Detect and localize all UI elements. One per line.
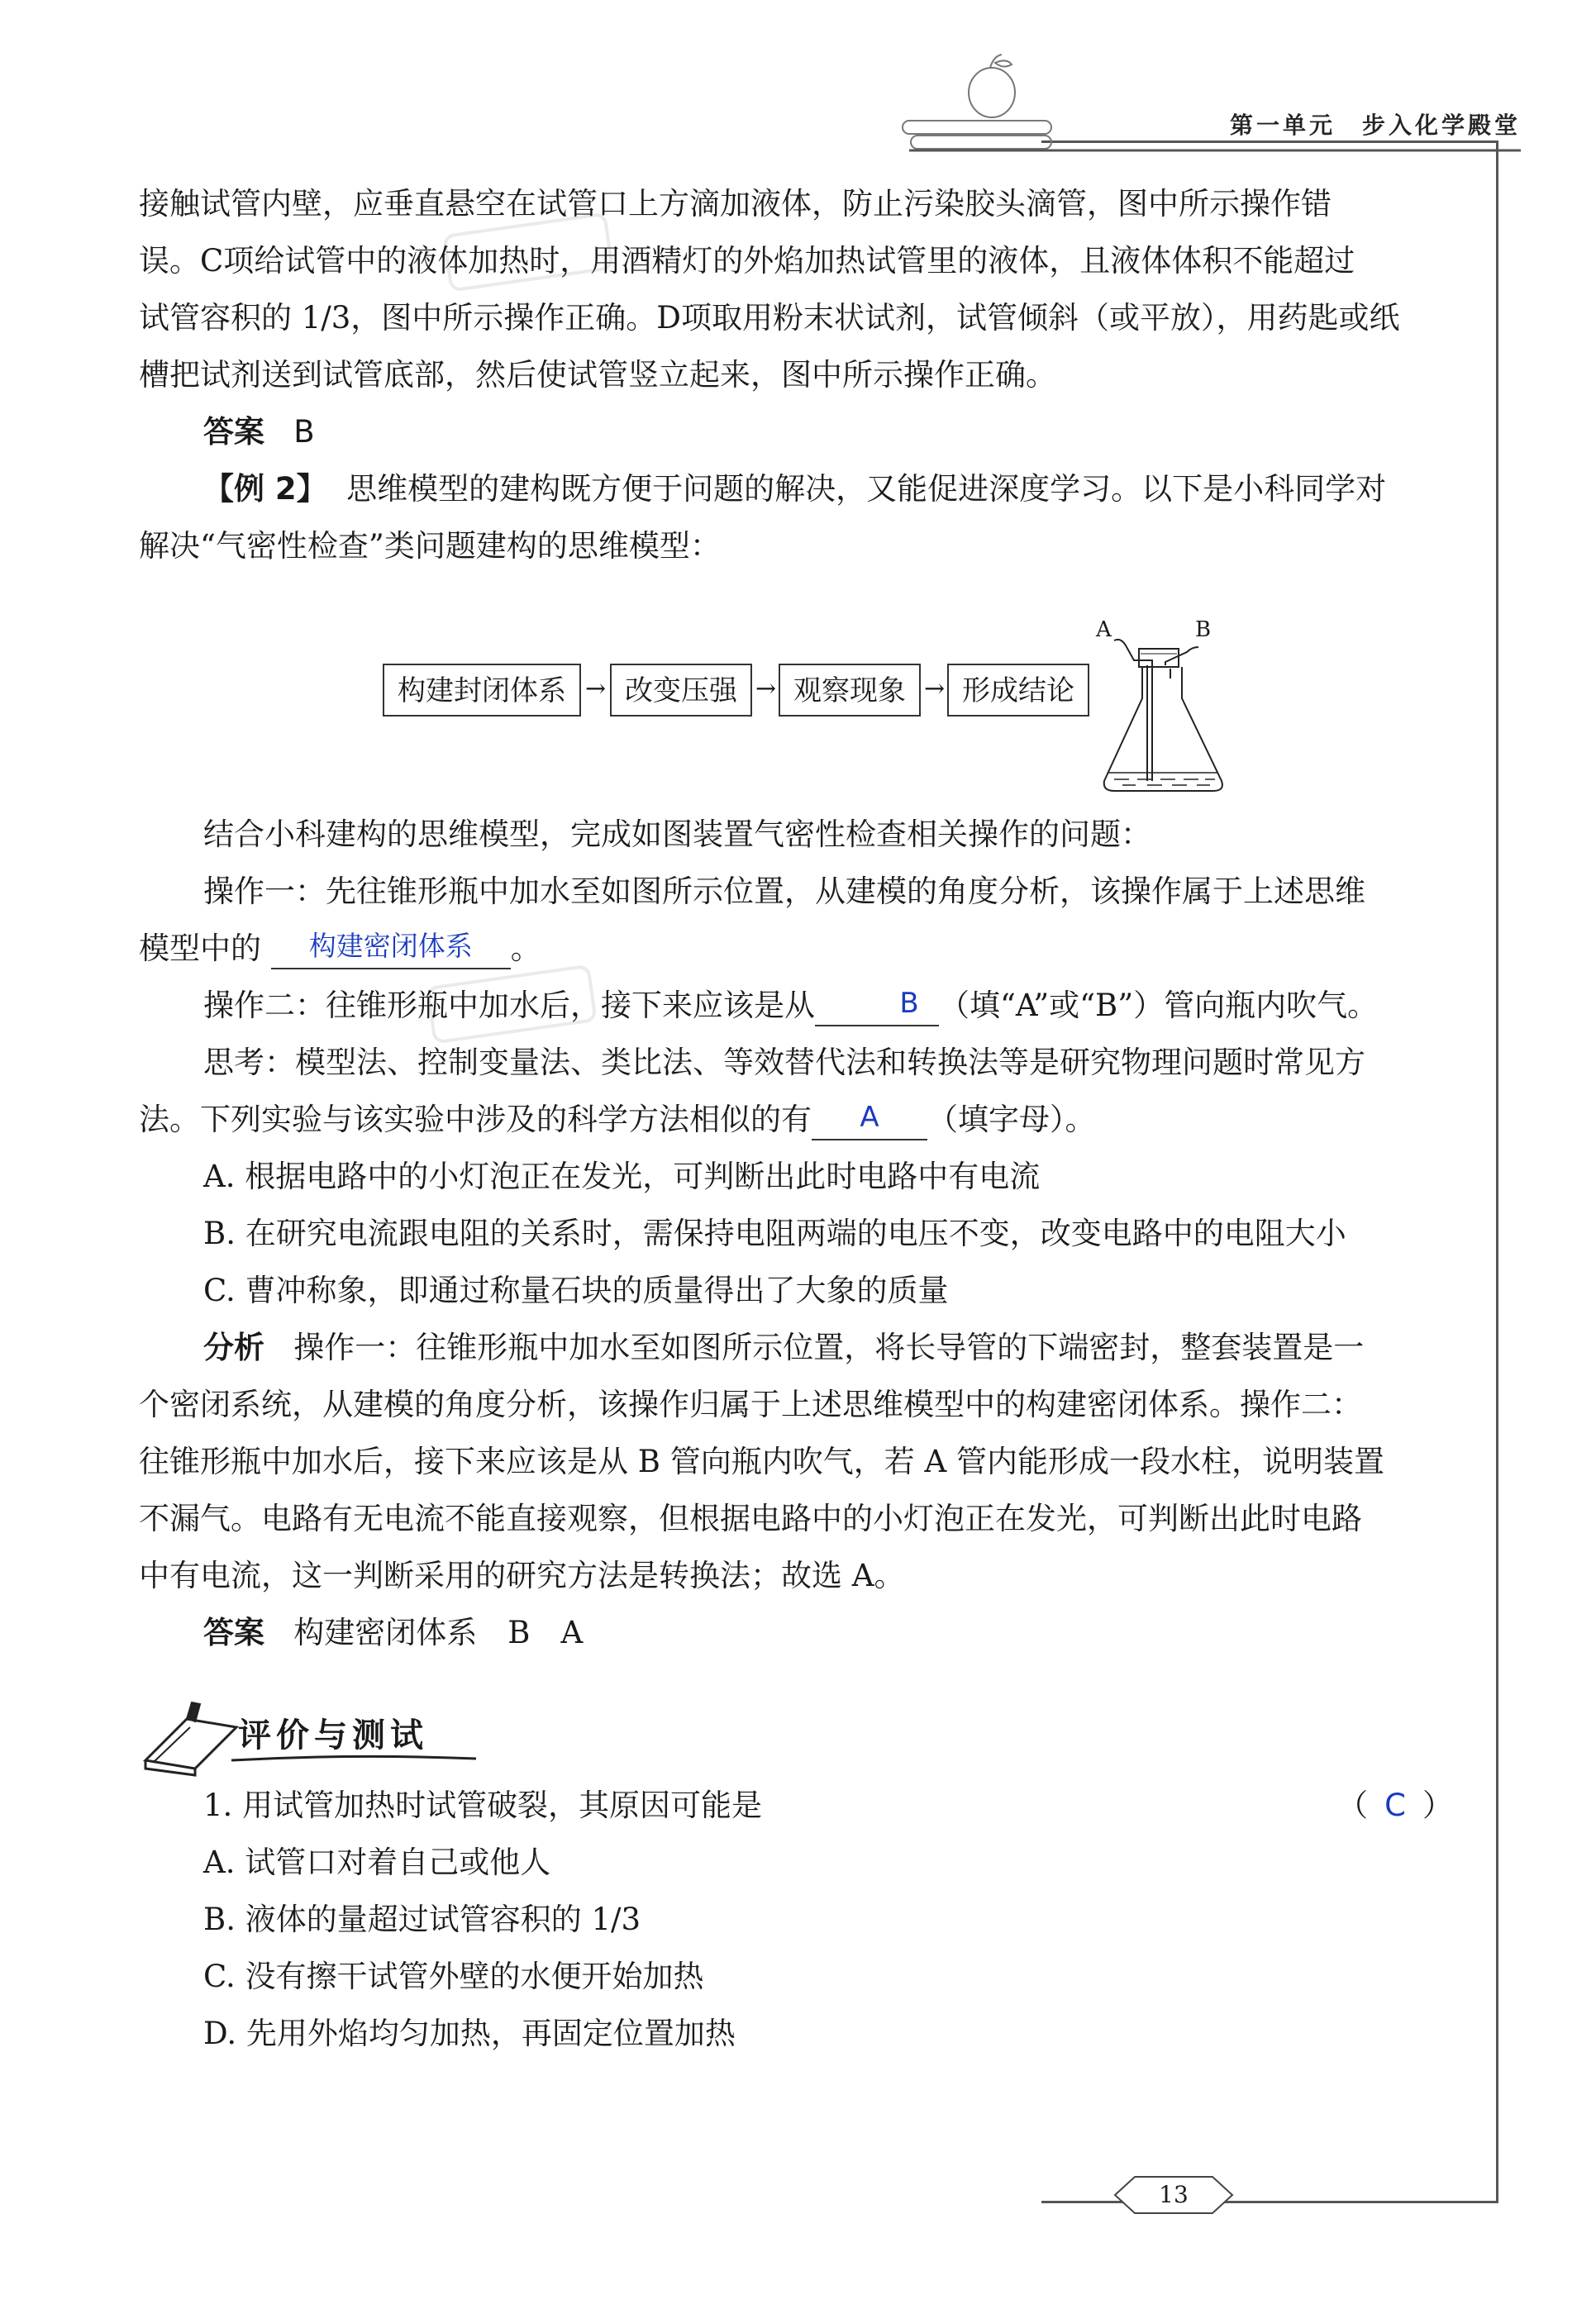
section-header: [139, 1686, 1453, 1777]
fill-line: [139, 920, 1453, 977]
flow-step: 构建封闭体系: [383, 664, 581, 717]
answer-label: 答案: [203, 1615, 264, 1650]
text-line: 操作一：先往锥形瓶中加水至如图所示位置，从建模的角度分析，该操作属于上述思维: [203, 874, 1365, 909]
text-line: 个密闭系统，从建模的角度分析，该操作归属于上述思维模型中的构建密闭体系。操作二：: [139, 1387, 1362, 1422]
text-line: 往锥形瓶中加水后，接下来应该是从 B 管向瓶内吹气，若 A 管内能形成一段水柱，说明装置: [139, 1444, 1384, 1479]
example-line: [139, 460, 1453, 517]
answer-blank: B: [815, 982, 939, 1026]
choice-answer: C: [1384, 1788, 1406, 1823]
conical-flask-diagram: [1089, 616, 1238, 798]
text-line: 接触试管内壁，应垂直悬空在试管口上方滴加液体，防止污染胶头滴管，图中所示操作错: [139, 186, 1332, 221]
text-segment: （填字母）。: [927, 1102, 1096, 1137]
fill-line: [139, 977, 1453, 1034]
option-line: B. 在研究电流跟电阻的关系时，需保持电阻两端的电压不变，改变电路中的电阻大小: [203, 1216, 1346, 1251]
flask-icon: [1089, 616, 1238, 798]
option-line: A. 根据电路中的小灯泡正在发光，可判断出此时电路中有电流: [203, 1159, 1041, 1194]
text-line: 思考：模型法、控制变量法、类比法、等效替代法和转换法等是研究物理问题时常见方: [203, 1045, 1365, 1080]
paren-open: （: [1337, 1788, 1369, 1823]
flow-step: 改变压强: [610, 664, 752, 717]
text-line: 误。C项给试管中的液体加热时，用酒精灯的外焰加热试管里的液体，且液体体积不能超过: [139, 243, 1355, 279]
text-line: 不漏气。电路有无电流不能直接观察，但根据电路中的小灯泡正在发光，可判断出此时电路: [139, 1501, 1362, 1536]
text-line: 试管容积的 1/3，图中所示操作正确。D项取用粉末状试剂，试管倾斜（或平放），用药匙或纸: [139, 300, 1400, 336]
page-content: [139, 175, 1453, 2062]
answer-blank: A: [812, 1096, 927, 1140]
answer-choice: [1337, 1777, 1453, 1834]
flow-step: 观察现象: [779, 664, 921, 717]
option-line: C. 曹冲称象，即通过称量石块的质量得出了大象的质量: [203, 1273, 949, 1308]
answer-blank: 构建密闭体系: [271, 925, 511, 969]
option-line: C. 没有擦干试管外壁的水便开始加热: [203, 1959, 704, 1994]
arrow-icon: →: [924, 674, 946, 703]
test-question: [139, 1777, 1453, 1834]
arrow-icon: →: [755, 674, 777, 703]
fill-line: [139, 1091, 1453, 1148]
analysis-line: [139, 1319, 1453, 1376]
text-line: 结合小科建构的思维模型，完成如图装置气密性检查相关操作的问题：: [203, 817, 1151, 852]
example-tag: 【例 2】: [203, 471, 327, 507]
analysis-label: 分析: [203, 1330, 264, 1365]
tube-label-a: A: [1096, 617, 1112, 642]
book-pen-icon: [137, 1686, 245, 1777]
section-underline: [230, 1752, 478, 1769]
page-header: [893, 50, 1521, 165]
question-line: 1. 用试管加热时试管破裂，其原因可能是: [203, 1788, 763, 1823]
text-segment: 法。下列实验与该实验中涉及的科学方法相似的有: [139, 1102, 812, 1137]
section-title: 评价与测试: [238, 1716, 428, 1755]
arrow-icon: →: [585, 674, 607, 703]
text-segment: （填“A”或“B”）管向瓶内吹气。: [939, 988, 1379, 1023]
text-segment: 。: [510, 931, 541, 966]
page-number-text: 13: [1159, 2181, 1189, 2208]
page-number: [1112, 2174, 1236, 2216]
tube-label-b: B: [1195, 617, 1212, 642]
thinking-model-diagram: [139, 591, 1453, 798]
text-segment: 操作二：往锥形瓶中加水后，接下来应该是从: [203, 988, 815, 1023]
analysis-text: 操作一：往锥形瓶中加水至如图所示位置，将长导管的下端密封，整套装置是一: [293, 1330, 1365, 1365]
text-segment: 模型中的: [139, 931, 261, 966]
answer-line: [139, 1604, 1453, 1661]
option-line: B. 液体的量超过试管容积的 1/3: [203, 1902, 641, 1937]
text-line: 中有电流，这一判断采用的研究方法是转换法；故选 A。: [139, 1558, 905, 1593]
flow-step: 形成结论: [947, 664, 1089, 717]
example-text: 思维模型的建构既方便于问题的解决，又能促进深度学习。以下是小科同学对: [346, 471, 1387, 507]
chapter-title: 第一单元 步入化学殿堂: [1229, 112, 1521, 139]
paren-close: ）: [1422, 1788, 1453, 1823]
option-line: A. 试管口对着自己或他人: [203, 1845, 551, 1880]
answer-value: 构建密闭体系 B A: [293, 1615, 584, 1650]
answer-line: [139, 403, 1453, 460]
answer-label: 答案: [203, 414, 264, 450]
text-line: 槽把试剂送到试管底部，然后使试管竖立起来，图中所示操作正确。: [139, 357, 1056, 393]
option-line: D. 先用外焰均匀加热，再固定位置加热: [203, 2016, 736, 2051]
answer-value: B: [293, 414, 315, 450]
text-line: 解决“气密性检查”类问题建构的思维模型：: [139, 528, 721, 564]
